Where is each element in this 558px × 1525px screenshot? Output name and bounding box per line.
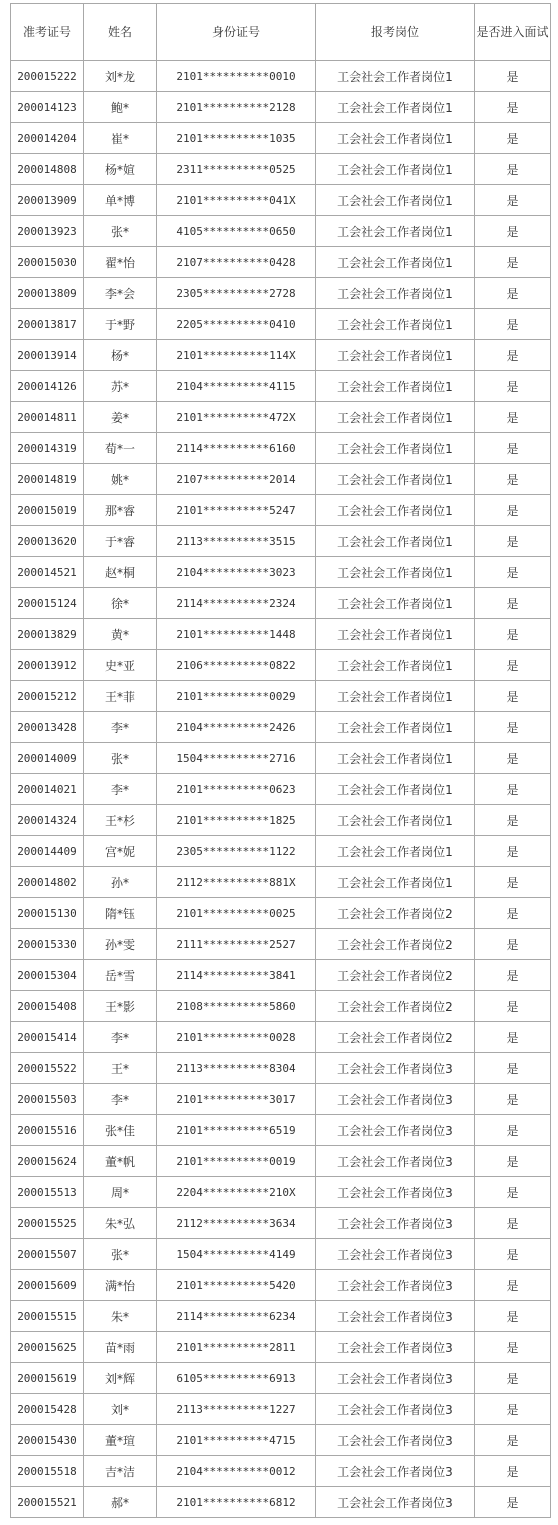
cell-name: 姜* [84, 402, 157, 433]
cell-interview: 是 [475, 247, 551, 278]
cell-id-card: 2107**********0428 [157, 247, 316, 278]
cell-name: 岳*雪 [84, 960, 157, 991]
cell-interview: 是 [475, 805, 551, 836]
cell-interview: 是 [475, 1394, 551, 1425]
header-interview: 是否进入面试 [475, 4, 551, 61]
cell-post: 工会社会工作者岗位1 [316, 836, 475, 867]
table-row [11, 1363, 551, 1394]
table-row [11, 278, 551, 309]
cell-interview: 是 [475, 526, 551, 557]
table-row [11, 495, 551, 526]
table-row [11, 557, 551, 588]
cell-name: 于*睿 [84, 526, 157, 557]
cell-id-card: 2114**********2324 [157, 588, 316, 619]
cell-exam-id: 200014819 [11, 464, 84, 495]
cell-name: 满*怡 [84, 1270, 157, 1301]
cell-exam-id: 200015304 [11, 960, 84, 991]
cell-name: 崔* [84, 123, 157, 154]
cell-id-card: 2112**********3634 [157, 1208, 316, 1239]
cell-name: 刘*辉 [84, 1363, 157, 1394]
cell-exam-id: 200014009 [11, 743, 84, 774]
cell-interview: 是 [475, 1022, 551, 1053]
cell-post: 工会社会工作者岗位1 [316, 557, 475, 588]
cell-post: 工会社会工作者岗位1 [316, 402, 475, 433]
cell-name: 杨*媗 [84, 154, 157, 185]
cell-name: 于*野 [84, 309, 157, 340]
table-row [11, 1332, 551, 1363]
cell-post: 工会社会工作者岗位1 [316, 92, 475, 123]
cell-post: 工会社会工作者岗位3 [316, 1115, 475, 1146]
cell-interview: 是 [475, 991, 551, 1022]
cell-id-card: 2104**********3023 [157, 557, 316, 588]
cell-post: 工会社会工作者岗位1 [316, 588, 475, 619]
cell-exam-id: 200013923 [11, 216, 84, 247]
cell-id-card: 2101**********472X [157, 402, 316, 433]
cell-id-card: 2305**********1122 [157, 836, 316, 867]
cell-name: 张* [84, 216, 157, 247]
cell-post: 工会社会工作者岗位2 [316, 898, 475, 929]
cell-exam-id: 200015414 [11, 1022, 84, 1053]
cell-id-card: 2101**********0623 [157, 774, 316, 805]
cell-interview: 是 [475, 1177, 551, 1208]
cell-name: 孙*雯 [84, 929, 157, 960]
cell-id-card: 2101**********114X [157, 340, 316, 371]
cell-name: 杨* [84, 340, 157, 371]
cell-name: 苗*雨 [84, 1332, 157, 1363]
cell-id-card: 2111**********2527 [157, 929, 316, 960]
cell-exam-id: 200013428 [11, 712, 84, 743]
cell-exam-id: 200014811 [11, 402, 84, 433]
table-row [11, 960, 551, 991]
cell-interview: 是 [475, 774, 551, 805]
cell-post: 工会社会工作者岗位1 [316, 526, 475, 557]
cell-exam-id: 200014808 [11, 154, 84, 185]
cell-post: 工会社会工作者岗位2 [316, 991, 475, 1022]
cell-post: 工会社会工作者岗位1 [316, 774, 475, 805]
table-row [11, 743, 551, 774]
cell-name: 李* [84, 774, 157, 805]
cell-id-card: 2108**********5860 [157, 991, 316, 1022]
cell-id-card: 2101**********3017 [157, 1084, 316, 1115]
cell-name: 史*亚 [84, 650, 157, 681]
table-row [11, 1208, 551, 1239]
cell-post: 工会社会工作者岗位1 [316, 309, 475, 340]
table-row [11, 619, 551, 650]
table-row [11, 433, 551, 464]
cell-id-card: 2305**********2728 [157, 278, 316, 309]
cell-name: 李*会 [84, 278, 157, 309]
cell-id-card: 2101**********5420 [157, 1270, 316, 1301]
cell-id-card: 2114**********6234 [157, 1301, 316, 1332]
cell-exam-id: 200015130 [11, 898, 84, 929]
cell-exam-id: 200015522 [11, 1053, 84, 1084]
cell-exam-id: 200014802 [11, 867, 84, 898]
cell-exam-id: 200015515 [11, 1301, 84, 1332]
table-row [11, 123, 551, 154]
cell-interview: 是 [475, 1456, 551, 1487]
cell-id-card: 2101**********6812 [157, 1487, 316, 1518]
cell-post: 工会社会工作者岗位3 [316, 1425, 475, 1456]
cell-name: 董*瑄 [84, 1425, 157, 1456]
cell-post: 工会社会工作者岗位3 [316, 1394, 475, 1425]
table-row [11, 216, 551, 247]
cell-name: 苏* [84, 371, 157, 402]
cell-id-card: 1504**********4149 [157, 1239, 316, 1270]
cell-interview: 是 [475, 1301, 551, 1332]
table-row [11, 867, 551, 898]
cell-interview: 是 [475, 1146, 551, 1177]
cell-interview: 是 [475, 898, 551, 929]
cell-id-card: 2113**********8304 [157, 1053, 316, 1084]
cell-name: 王*影 [84, 991, 157, 1022]
table-body [11, 61, 551, 1518]
cell-interview: 是 [475, 1487, 551, 1518]
cell-name: 李* [84, 712, 157, 743]
cell-id-card: 2112**********881X [157, 867, 316, 898]
cell-id-card: 2113**********3515 [157, 526, 316, 557]
cell-interview: 是 [475, 92, 551, 123]
cell-interview: 是 [475, 619, 551, 650]
cell-exam-id: 200014126 [11, 371, 84, 402]
cell-id-card: 2104**********4115 [157, 371, 316, 402]
cell-exam-id: 200014324 [11, 805, 84, 836]
cell-interview: 是 [475, 1332, 551, 1363]
cell-id-card: 4105**********0650 [157, 216, 316, 247]
table-row [11, 92, 551, 123]
cell-name: 王* [84, 1053, 157, 1084]
cell-name: 刘*龙 [84, 61, 157, 92]
cell-post: 工会社会工作者岗位1 [316, 681, 475, 712]
cell-interview: 是 [475, 960, 551, 991]
cell-id-card: 2101**********2128 [157, 92, 316, 123]
cell-name: 翟*怡 [84, 247, 157, 278]
cell-id-card: 1504**********2716 [157, 743, 316, 774]
table-row [11, 1146, 551, 1177]
cell-id-card: 2101**********1825 [157, 805, 316, 836]
cell-post: 工会社会工作者岗位3 [316, 1177, 475, 1208]
cell-post: 工会社会工作者岗位1 [316, 650, 475, 681]
cell-post: 工会社会工作者岗位1 [316, 619, 475, 650]
table-row [11, 898, 551, 929]
cell-interview: 是 [475, 1053, 551, 1084]
cell-exam-id: 200015619 [11, 1363, 84, 1394]
cell-name: 李* [84, 1084, 157, 1115]
cell-id-card: 2114**********3841 [157, 960, 316, 991]
cell-interview: 是 [475, 743, 551, 774]
cell-name: 郝* [84, 1487, 157, 1518]
cell-post: 工会社会工作者岗位1 [316, 340, 475, 371]
table-row [11, 61, 551, 92]
cell-exam-id: 200015030 [11, 247, 84, 278]
table-row [11, 1022, 551, 1053]
cell-interview: 是 [475, 402, 551, 433]
cell-id-card: 2107**********2014 [157, 464, 316, 495]
cell-post: 工会社会工作者岗位2 [316, 1022, 475, 1053]
cell-exam-id: 200015516 [11, 1115, 84, 1146]
cell-interview: 是 [475, 123, 551, 154]
table-row [11, 588, 551, 619]
table-row [11, 1301, 551, 1332]
interview-results-table [10, 3, 551, 1518]
cell-name: 宫*妮 [84, 836, 157, 867]
table-row [11, 1084, 551, 1115]
cell-post: 工会社会工作者岗位1 [316, 867, 475, 898]
cell-exam-id: 200013912 [11, 650, 84, 681]
cell-interview: 是 [475, 185, 551, 216]
header-name: 姓名 [84, 4, 157, 61]
cell-name: 赵*桐 [84, 557, 157, 588]
cell-interview: 是 [475, 557, 551, 588]
cell-name: 黄* [84, 619, 157, 650]
cell-id-card: 2101**********6519 [157, 1115, 316, 1146]
cell-post: 工会社会工作者岗位3 [316, 1239, 475, 1270]
cell-interview: 是 [475, 929, 551, 960]
cell-id-card: 6105**********6913 [157, 1363, 316, 1394]
table-row [11, 402, 551, 433]
cell-exam-id: 200015330 [11, 929, 84, 960]
cell-post: 工会社会工作者岗位1 [316, 278, 475, 309]
cell-exam-id: 200015212 [11, 681, 84, 712]
cell-exam-id: 200015222 [11, 61, 84, 92]
cell-interview: 是 [475, 1239, 551, 1270]
cell-interview: 是 [475, 309, 551, 340]
cell-id-card: 2101**********041X [157, 185, 316, 216]
cell-post: 工会社会工作者岗位1 [316, 61, 475, 92]
cell-exam-id: 200015124 [11, 588, 84, 619]
cell-name: 刘* [84, 1394, 157, 1425]
cell-id-card: 2113**********1227 [157, 1394, 316, 1425]
cell-id-card: 2104**********2426 [157, 712, 316, 743]
cell-post: 工会社会工作者岗位1 [316, 433, 475, 464]
table-row [11, 805, 551, 836]
cell-exam-id: 200015518 [11, 1456, 84, 1487]
cell-post: 工会社会工作者岗位3 [316, 1146, 475, 1177]
table-row [11, 309, 551, 340]
cell-exam-id: 200015513 [11, 1177, 84, 1208]
table-row [11, 371, 551, 402]
cell-exam-id: 200013909 [11, 185, 84, 216]
cell-exam-id: 200014204 [11, 123, 84, 154]
cell-post: 工会社会工作者岗位3 [316, 1208, 475, 1239]
cell-interview: 是 [475, 712, 551, 743]
cell-post: 工会社会工作者岗位3 [316, 1301, 475, 1332]
table-header [11, 4, 551, 61]
cell-name: 隋*钰 [84, 898, 157, 929]
table-row [11, 1053, 551, 1084]
cell-interview: 是 [475, 1208, 551, 1239]
cell-exam-id: 200014521 [11, 557, 84, 588]
cell-interview: 是 [475, 495, 551, 526]
cell-post: 工会社会工作者岗位1 [316, 712, 475, 743]
table-row [11, 340, 551, 371]
cell-name: 徐* [84, 588, 157, 619]
cell-exam-id: 200015019 [11, 495, 84, 526]
cell-post: 工会社会工作者岗位1 [316, 185, 475, 216]
cell-interview: 是 [475, 681, 551, 712]
cell-interview: 是 [475, 1270, 551, 1301]
cell-exam-id: 200013829 [11, 619, 84, 650]
cell-exam-id: 200014123 [11, 92, 84, 123]
cell-interview: 是 [475, 154, 551, 185]
cell-name: 张* [84, 1239, 157, 1270]
table-row [11, 1270, 551, 1301]
cell-id-card: 2101**********4715 [157, 1425, 316, 1456]
cell-id-card: 2104**********0012 [157, 1456, 316, 1487]
table-row [11, 681, 551, 712]
cell-exam-id: 200015609 [11, 1270, 84, 1301]
cell-id-card: 2101**********2811 [157, 1332, 316, 1363]
cell-name: 周* [84, 1177, 157, 1208]
cell-id-card: 2101**********5247 [157, 495, 316, 526]
cell-name: 王*杉 [84, 805, 157, 836]
header-post: 报考岗位 [316, 4, 475, 61]
cell-exam-id: 200013809 [11, 278, 84, 309]
cell-id-card: 2101**********0028 [157, 1022, 316, 1053]
cell-name: 张*佳 [84, 1115, 157, 1146]
table-row [11, 1239, 551, 1270]
cell-interview: 是 [475, 1084, 551, 1115]
cell-interview: 是 [475, 371, 551, 402]
cell-interview: 是 [475, 1115, 551, 1146]
cell-exam-id: 200015507 [11, 1239, 84, 1270]
cell-post: 工会社会工作者岗位1 [316, 743, 475, 774]
table-row [11, 836, 551, 867]
cell-interview: 是 [475, 836, 551, 867]
table-row [11, 1394, 551, 1425]
table-row [11, 1115, 551, 1146]
cell-exam-id: 200015625 [11, 1332, 84, 1363]
cell-interview: 是 [475, 1363, 551, 1394]
cell-name: 朱*弘 [84, 1208, 157, 1239]
cell-exam-id: 200014409 [11, 836, 84, 867]
cell-exam-id: 200015408 [11, 991, 84, 1022]
cell-post: 工会社会工作者岗位3 [316, 1270, 475, 1301]
cell-interview: 是 [475, 464, 551, 495]
table-row [11, 464, 551, 495]
cell-post: 工会社会工作者岗位3 [316, 1053, 475, 1084]
cell-exam-id: 200013620 [11, 526, 84, 557]
cell-interview: 是 [475, 867, 551, 898]
table-row [11, 526, 551, 557]
table-row [11, 247, 551, 278]
cell-id-card: 2101**********0025 [157, 898, 316, 929]
cell-name: 荀*一 [84, 433, 157, 464]
cell-post: 工会社会工作者岗位3 [316, 1487, 475, 1518]
header-row [11, 4, 551, 61]
cell-post: 工会社会工作者岗位1 [316, 123, 475, 154]
table-row [11, 650, 551, 681]
cell-id-card: 2101**********0019 [157, 1146, 316, 1177]
cell-interview: 是 [475, 650, 551, 681]
results-table-container [10, 3, 551, 1518]
cell-name: 单*博 [84, 185, 157, 216]
cell-id-card: 2205**********0410 [157, 309, 316, 340]
cell-exam-id: 200015624 [11, 1146, 84, 1177]
cell-id-card: 2101**********0029 [157, 681, 316, 712]
cell-post: 工会社会工作者岗位2 [316, 960, 475, 991]
table-row [11, 1456, 551, 1487]
header-id-card: 身份证号 [157, 4, 316, 61]
cell-name: 鲍* [84, 92, 157, 123]
cell-exam-id: 200013914 [11, 340, 84, 371]
header-exam-id: 准考证号 [11, 4, 84, 61]
cell-post: 工会社会工作者岗位1 [316, 495, 475, 526]
cell-post: 工会社会工作者岗位3 [316, 1363, 475, 1394]
cell-exam-id: 200015503 [11, 1084, 84, 1115]
cell-interview: 是 [475, 278, 551, 309]
cell-interview: 是 [475, 61, 551, 92]
table-row [11, 991, 551, 1022]
cell-post: 工会社会工作者岗位1 [316, 371, 475, 402]
cell-post: 工会社会工作者岗位3 [316, 1456, 475, 1487]
cell-interview: 是 [475, 216, 551, 247]
cell-id-card: 2101**********0010 [157, 61, 316, 92]
cell-interview: 是 [475, 1425, 551, 1456]
cell-interview: 是 [475, 433, 551, 464]
cell-id-card: 2106**********0822 [157, 650, 316, 681]
cell-name: 张* [84, 743, 157, 774]
cell-exam-id: 200015430 [11, 1425, 84, 1456]
cell-post: 工会社会工作者岗位1 [316, 247, 475, 278]
table-row [11, 929, 551, 960]
cell-name: 朱* [84, 1301, 157, 1332]
cell-interview: 是 [475, 340, 551, 371]
cell-interview: 是 [475, 588, 551, 619]
cell-id-card: 2204**********210X [157, 1177, 316, 1208]
table-row [11, 1487, 551, 1518]
cell-id-card: 2101**********1448 [157, 619, 316, 650]
table-row [11, 185, 551, 216]
cell-id-card: 2114**********6160 [157, 433, 316, 464]
cell-exam-id: 200014319 [11, 433, 84, 464]
cell-name: 董*帆 [84, 1146, 157, 1177]
cell-exam-id: 200013817 [11, 309, 84, 340]
cell-exam-id: 200015525 [11, 1208, 84, 1239]
cell-name: 吉*洁 [84, 1456, 157, 1487]
cell-post: 工会社会工作者岗位1 [316, 216, 475, 247]
cell-post: 工会社会工作者岗位1 [316, 464, 475, 495]
table-row [11, 774, 551, 805]
cell-name: 姚* [84, 464, 157, 495]
table-row [11, 1177, 551, 1208]
cell-exam-id: 200015428 [11, 1394, 84, 1425]
cell-exam-id: 200014021 [11, 774, 84, 805]
cell-name: 那*睿 [84, 495, 157, 526]
cell-name: 李* [84, 1022, 157, 1053]
cell-id-card: 2311**********0525 [157, 154, 316, 185]
cell-id-card: 2101**********1035 [157, 123, 316, 154]
cell-post: 工会社会工作者岗位1 [316, 154, 475, 185]
cell-exam-id: 200015521 [11, 1487, 84, 1518]
cell-name: 王*菲 [84, 681, 157, 712]
table-row [11, 154, 551, 185]
cell-post: 工会社会工作者岗位1 [316, 805, 475, 836]
table-row [11, 1425, 551, 1456]
cell-name: 孙* [84, 867, 157, 898]
table-row [11, 712, 551, 743]
cell-post: 工会社会工作者岗位3 [316, 1332, 475, 1363]
cell-post: 工会社会工作者岗位3 [316, 1084, 475, 1115]
cell-post: 工会社会工作者岗位2 [316, 929, 475, 960]
